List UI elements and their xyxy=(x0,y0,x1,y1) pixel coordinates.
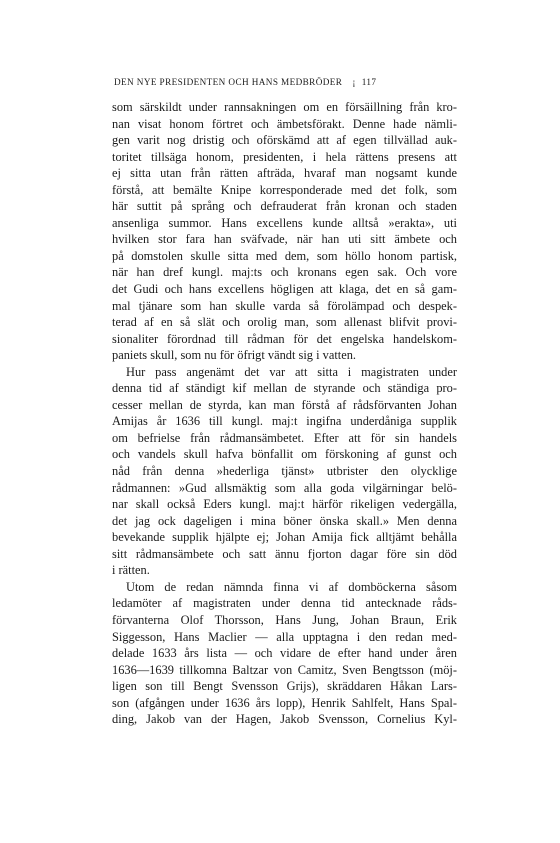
text-line: förstå, att bemälte Knipe korresponderade med det folk, som xyxy=(112,182,457,197)
text-line: gen varit nog dristig och oförskämd att af egen tillvällad auk- xyxy=(112,133,457,148)
text-line: nåd från denna »hederliga tjänst» utbrister den olycklige xyxy=(112,464,457,479)
header-separator: ¡ xyxy=(352,77,356,87)
text-line: Hur pass angenämt det var att sitta i magistraten under xyxy=(126,364,457,379)
text-line: som särskildt under rannsakningen om en försäillning från kro- xyxy=(112,100,457,114)
text-line: om befrielse från rådmansämbetet. Efter att för sin handels xyxy=(112,430,457,445)
text-line: här suttit på språng och defrauderat från kronan och staden xyxy=(112,199,457,214)
text-line: i rätten. xyxy=(112,563,150,578)
text-line: ding, Jakob van der Hagen, Jakob Svensson, Cornelius Kyl- xyxy=(112,712,457,727)
running-header-title: DEN NYE PRESIDENTEN OCH HANS MEDBRÖDER xyxy=(114,77,343,87)
text-line: toritet tillsäga honom, presidenten, i hela rättens presens att xyxy=(112,149,457,164)
text-line: ligen son till Bengt Svensson Grijs), skräddaren Håkan Lars- xyxy=(112,679,457,694)
text-line: son (afgången under 1636 års lopp), Henrik Sahlfelt, Hans Spal- xyxy=(112,695,457,710)
body-text xyxy=(112,99,457,728)
text-line: ansenliga summor. Hans excellens kunde alltså »erakta», uti xyxy=(112,215,457,230)
text-line: sitt rådmansämbete och satt ännu fjorton dagar före sin död xyxy=(112,546,457,561)
text-line: rådmannen: »Gud allsmäktig som alla goda vilgärningar belö- xyxy=(112,480,457,495)
text-line: nar skall också Eders kungl. maj:t härför rikeligen vedergälla, xyxy=(112,497,457,512)
text-line: förvanterna Olof Thorsson, Hans Jung, Johan Braun, Erik xyxy=(112,612,457,627)
text-line: Siggesson, Hans Maclier — alla upptagna i den redan med- xyxy=(112,629,457,644)
text-line: när han dref kungl. maj:ts och kronans egen sak. Och vore xyxy=(112,265,457,280)
paragraph xyxy=(112,579,457,728)
paragraph xyxy=(112,364,457,579)
text-line: hvilken stor fara han sväfvade, när han uti sitt ämbete och xyxy=(112,232,457,247)
text-line: det jag ock dageligen i mina böner önska skall.» Men denna xyxy=(112,513,457,528)
text-line: terad af en så slät och orolig man, som allenast blifvit provi- xyxy=(112,315,457,330)
page-number: 117 xyxy=(361,77,377,87)
text-line: Utom de redan nämnda finna vi af domböckerna såsom xyxy=(126,579,457,594)
text-line: delade 1633 års lista — och vidare de efter hand under åren xyxy=(112,646,457,661)
text-line: paniets skull, som nu för öfrigt vändt sig i vatten. xyxy=(112,348,356,363)
text-line: 1636—1639 tillkomna Baltzar von Camitz, Sven Bengtsson (möj- xyxy=(112,662,457,677)
text-line: bevekande supplik hjälpte ej; Johan Amija fick alltjämt behålla xyxy=(112,530,457,545)
text-line: det Gudi och hans excellens högligen att klaga, det en så gam- xyxy=(112,282,457,297)
running-header xyxy=(114,77,444,87)
text-line: denna tid af ständigt kif mellan de styrande och ständiga pro- xyxy=(112,381,457,396)
text-line: nan visat honom förtret och ämbetsförakt. Denne hade nämli- xyxy=(112,116,457,131)
text-line: cesser mellan de styrda, kan man förstå af rådsförvanten Johan xyxy=(112,397,457,412)
text-line: sionaliter förordnad till rådman för det engelska handelskom- xyxy=(112,331,457,346)
text-line: på domstolen skulle sitta med dem, som höllo honom partisk, xyxy=(112,248,457,263)
paragraph xyxy=(112,99,457,364)
text-line: mal tjänare som han skulle varda så förolämpad och despek- xyxy=(112,298,457,313)
text-line: Amijas år 1636 till kungl. maj:t ingifna underdåniga supplik xyxy=(112,414,457,429)
text-line: ledamöter af magistraten under denna tid antecknade råds- xyxy=(112,596,457,611)
text-line: ej sitta utan från rätten afträda, hvaraf man nogsamt kunde xyxy=(112,166,457,181)
text-line: och vandels skull hafva bönfallit om förskoning af gunst och xyxy=(112,447,457,462)
